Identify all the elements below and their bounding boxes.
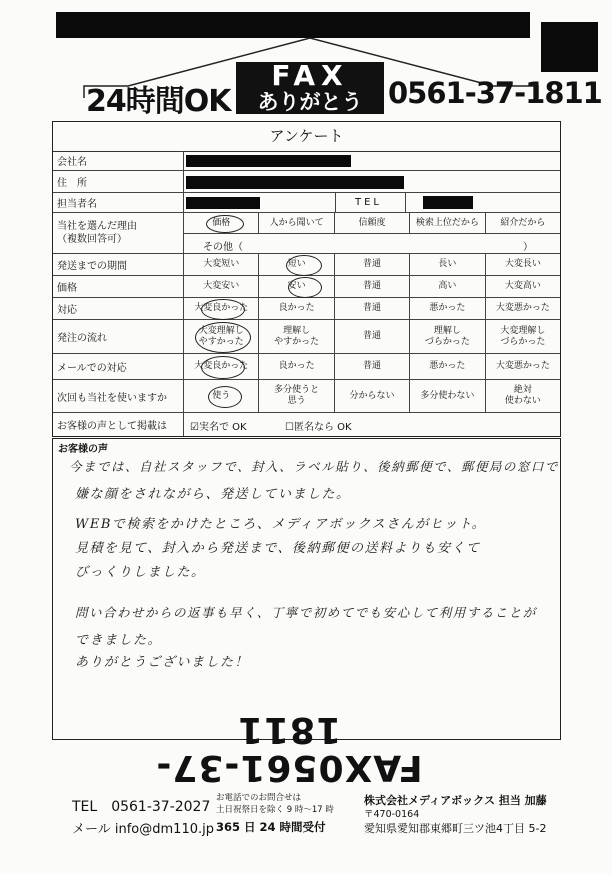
next-option-line: 使わない [504, 396, 541, 406]
price-options [184, 276, 560, 297]
period-option[interactable]: 大変短い [184, 254, 259, 275]
fax-label: FAX [271, 59, 349, 92]
flow-option-line: やすかった [274, 336, 320, 347]
hand-circle-price [288, 277, 322, 298]
reason-label [53, 213, 184, 253]
flow-row [53, 320, 560, 354]
price-option[interactable]: 大変安い [184, 276, 259, 297]
flow-option-line: やすかった [198, 336, 244, 347]
header-fax-number: 0561-37-1811 [388, 76, 602, 110]
next-option-line: 分からない [349, 390, 395, 401]
price-row [53, 276, 560, 298]
hand-circle-next [208, 386, 242, 408]
email-option[interactable]: 悪かった [410, 354, 485, 379]
reason-option[interactable]: 紹介だから [500, 217, 546, 228]
survey-table [52, 121, 561, 437]
tel-label: TEL [355, 197, 382, 208]
period-option[interactable]: 短い [259, 254, 334, 275]
company-redaction [186, 155, 351, 167]
next-option-line: 多分使うと [274, 385, 320, 395]
email-option[interactable]: 大変良かった [184, 354, 259, 379]
price-option[interactable]: 高い [410, 276, 485, 297]
flow-label: 発注の流れ [53, 320, 184, 353]
publish-anonymous[interactable]: ☐匿名なら OK [285, 422, 352, 433]
next-option-line: 多分使わない [420, 390, 475, 401]
hand-circle-email [201, 356, 245, 379]
thanks-text: ありがとう [257, 90, 363, 114]
flow-option-line: づらかった [424, 336, 470, 347]
next-option[interactable] [259, 380, 334, 412]
next-option[interactable] [335, 380, 410, 412]
email-option[interactable]: 良かった [259, 354, 334, 379]
voice-line: WEBで検索をかけたところ、メディアボックスさんがヒット。 [75, 517, 487, 532]
fax-number-flipped: FAX0561-37-1811 [155, 709, 423, 788]
voice-line: できました。 [75, 633, 163, 648]
footer-mail: メール info@dm110.jp [72, 822, 214, 837]
price-option[interactable]: 普通 [335, 276, 410, 297]
service-option[interactable]: 大変良かった [184, 298, 259, 319]
reason-option[interactable]: 価格 [184, 213, 259, 233]
company-label: 会社名 [53, 151, 184, 170]
next-row [53, 380, 560, 413]
next-option-line: 思う [287, 396, 306, 406]
email-label: メールでの対応 [53, 354, 184, 379]
contact-label: 担当者名 [53, 193, 184, 212]
flow-option[interactable] [410, 320, 485, 353]
next-option[interactable] [486, 380, 560, 412]
period-options [184, 254, 560, 275]
contact-row [53, 193, 560, 213]
footer-note-line1: お電話でのお問合せは [216, 793, 302, 803]
service-option[interactable]: 良かった [259, 298, 334, 319]
voice-line: 見積を見て、封入から発送まで、後納郵便の送料よりも安くて [75, 541, 481, 556]
reason-option[interactable]: 人から聞いて [259, 213, 334, 233]
hours-ok-text: 24時間OK [86, 84, 231, 119]
next-option-line: 絶対 [513, 385, 532, 395]
service-option[interactable]: 普通 [335, 298, 410, 319]
fax-thanks-box [236, 59, 384, 114]
customer-voice-box [52, 438, 561, 740]
tel-divider-2 [405, 193, 406, 212]
reason-other: その他（ [203, 242, 243, 253]
tel-redaction [423, 196, 473, 209]
hand-circle-flow [195, 322, 251, 353]
period-option[interactable]: 大変長い [504, 259, 541, 269]
reason-option[interactable]: 検索上位だから [410, 213, 485, 233]
period-label: 発送までの期間 [53, 254, 184, 275]
flow-option-line: 普通 [363, 331, 382, 341]
email-option[interactable]: 大変悪かった [495, 361, 550, 371]
footer-postal: 〒470-0164 [364, 809, 420, 820]
publish-real-name[interactable]: ☑実名で OK [190, 422, 247, 433]
email-row [53, 354, 560, 380]
period-option[interactable]: 普通 [335, 254, 410, 275]
reason-other-close: ） [523, 242, 533, 253]
survey-title: アンケート [53, 122, 560, 152]
footer-note-line2: 土日祝祭日を除く 9 時〜17 時 [216, 805, 334, 815]
email-option[interactable]: 普通 [335, 354, 410, 379]
flow-option-line: 理解し [433, 325, 461, 336]
reason-label-line2: （複数回答可） [57, 234, 127, 245]
next-label: 次回も当社を使いますか [53, 380, 184, 412]
flow-option-line: 大変理解し [198, 325, 244, 336]
next-option[interactable] [410, 380, 485, 412]
period-option[interactable]: 長い [410, 254, 485, 275]
period-row [53, 254, 560, 276]
voice-line: 嫌な顔をされながら、発送していました。 [75, 487, 351, 502]
price-option[interactable]: 安い [259, 276, 334, 297]
footer-address: 愛知県愛知郡東郷町三ツ池4丁目 5-2 [364, 822, 547, 835]
service-row [53, 298, 560, 320]
company-row [53, 151, 560, 171]
footer-tel: TEL 0561-37-2027 [72, 799, 211, 815]
voice-line: 今までは、自社スタッフで、封入、ラベル貼り、後納郵便で、郵便局の窓口で [69, 459, 559, 474]
voice-line: ありがとうございました！ [75, 655, 250, 670]
voice-line: びっくりしました。 [75, 565, 206, 580]
price-option[interactable]: 大変高い [504, 281, 541, 291]
flow-option[interactable] [259, 320, 334, 353]
flow-option[interactable] [335, 320, 410, 353]
flow-option-line: 理解し [283, 325, 311, 336]
reason-label-line1: 当社を選んだ理由 [57, 221, 137, 232]
contact-redaction [186, 197, 260, 209]
flow-option-line: 大変理解し [500, 325, 546, 336]
footer-company: 株式会社メディアボックス 担当 加藤 [364, 794, 547, 807]
flow-option-line: づらかった [500, 336, 546, 347]
address-label: 住 所 [53, 171, 184, 192]
voice-title: お客様の声 [58, 444, 108, 455]
hand-circle-period [286, 255, 322, 276]
service-option[interactable]: 悪かった [410, 298, 485, 319]
reason-option[interactable]: 信頼度 [335, 213, 410, 233]
address-row [53, 171, 560, 193]
flow-option[interactable] [486, 320, 560, 353]
hand-circle-reason [206, 215, 244, 233]
service-option[interactable]: 大変悪かった [495, 303, 550, 313]
voice-line: 問い合わせからの返事も早く、丁寧で初めてでも安心して利用することが [75, 605, 537, 620]
reason-row [53, 213, 560, 254]
publish-row [53, 413, 560, 436]
address-redaction [186, 176, 404, 189]
price-label: 価格 [53, 276, 184, 297]
hand-circle-service [201, 299, 245, 320]
next-option-line: 使う [212, 390, 231, 401]
service-label: 対応 [53, 298, 184, 319]
tel-divider [335, 193, 336, 212]
publish-label: お客様の声として掲載は [53, 413, 184, 436]
footer-hours: 365 日 24 時間受付 [216, 820, 326, 834]
